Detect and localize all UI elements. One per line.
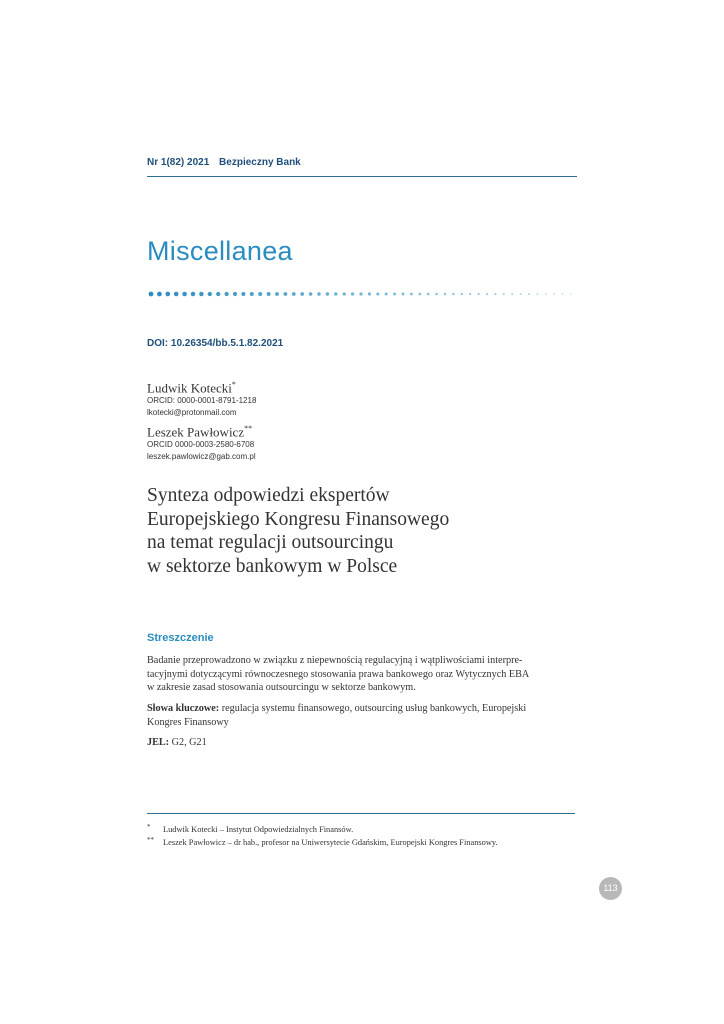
divider-dot xyxy=(359,292,362,295)
footnote-rule xyxy=(147,813,575,814)
abstract-heading: Streszczenie xyxy=(147,632,214,644)
divider-dot xyxy=(258,292,262,296)
footnote-text: Leszek Pawłowicz – dr hab., profesor na Uniwersytecie Gdańskim, Europejski Kongres Finansowy. xyxy=(163,838,498,847)
keywords-value: regulacja systemu finansowego, outsourcing usług bankowych, Europejski xyxy=(219,703,527,714)
jel-codes xyxy=(147,736,579,750)
divider-dot xyxy=(385,293,388,296)
divider-dot xyxy=(250,292,254,296)
divider-dot xyxy=(503,293,505,295)
divider-dot xyxy=(402,293,405,296)
divider-dot xyxy=(191,292,195,296)
author-orcid-2: ORCID 0000-0003-2580-6708 xyxy=(147,440,255,449)
divider-dot xyxy=(469,293,471,295)
divider-dot xyxy=(224,292,228,296)
divider-dot xyxy=(444,293,447,296)
divider-dot xyxy=(309,292,313,296)
divider-dot xyxy=(545,293,547,295)
title-line: w sektorze bankowym w Polsce xyxy=(147,555,398,577)
divider-dot xyxy=(461,293,463,295)
divider-dot xyxy=(334,292,337,295)
divider-dot xyxy=(477,293,479,295)
footnote-mark: * xyxy=(147,823,151,831)
issue-number: Nr 1(82) 2021 xyxy=(147,157,210,168)
divider-dot xyxy=(199,292,203,296)
abstract-line: w zakresie zasad stosowania outsourcingu w sektorze bankowym. xyxy=(147,682,416,693)
divider-dot xyxy=(528,293,530,295)
abstract-text xyxy=(147,654,579,695)
author-email-2[interactable]: leszek.pawlowicz@gab.com.pl xyxy=(147,452,256,461)
jel-value: G2, G21 xyxy=(169,737,207,748)
divider-dot xyxy=(275,292,279,296)
keywords xyxy=(147,702,579,729)
divider-dot xyxy=(182,292,187,297)
title-line: Europejskiego Kongresu Finansowego xyxy=(147,508,450,530)
divider-dot xyxy=(165,292,170,297)
keywords-label: Słowa kluczowe: xyxy=(147,703,220,714)
paper-title xyxy=(147,484,587,578)
divider-dot xyxy=(300,292,304,296)
divider-dot xyxy=(208,292,212,296)
header-rule xyxy=(147,176,577,177)
divider-dot xyxy=(553,293,555,295)
divider-dot xyxy=(418,293,421,296)
divider-dot xyxy=(494,293,496,295)
divider-dot xyxy=(393,293,396,296)
divider-dot xyxy=(292,292,296,296)
divider-dot xyxy=(267,292,271,296)
divider-dot xyxy=(376,292,379,295)
title-line: na temat regulacji outsourcingu xyxy=(147,532,394,553)
divider-dot xyxy=(562,293,564,295)
dotted-divider xyxy=(148,290,578,298)
doi: DOI: 10.26354/bb.5.1.82.2021 xyxy=(147,338,284,349)
author-orcid-1: ORCID: 0000-0001-8791-1218 xyxy=(147,396,257,405)
divider-dot xyxy=(284,292,288,296)
divider-dot xyxy=(174,292,179,297)
title-line: Synteza odpowiedzi ekspertów xyxy=(147,485,390,506)
divider-dot xyxy=(452,293,455,296)
footnote-mark: ** xyxy=(147,836,154,844)
divider-dot xyxy=(216,292,220,296)
author-name-2: Leszek Pawłowicz** xyxy=(147,424,253,440)
divider-dot xyxy=(351,292,354,295)
footnote-text: Ludwik Kotecki – Instytut Odpowiedzialnych Finansów. xyxy=(163,825,354,834)
divider-dot xyxy=(233,292,237,296)
jel-label: JEL: xyxy=(147,737,170,748)
author-email-1[interactable]: lkotecki@protonmail.com xyxy=(147,408,237,417)
divider-dot xyxy=(241,292,245,296)
divider-dot xyxy=(511,293,513,295)
abstract-line: Badanie przeprowadzono w związku z niepewnością regulacyjną i wątpliwościami interpre- xyxy=(147,655,523,666)
divider-dot xyxy=(486,293,488,295)
abstract-line: tacyjnymi dotyczącymi równoczesnego stosowania prawa bankowego oraz Wytycznych EBA xyxy=(147,668,530,680)
divider-dot xyxy=(149,292,154,297)
divider-dot xyxy=(317,292,321,296)
divider-dot xyxy=(435,293,438,296)
section-title: Miscellanea xyxy=(147,236,293,266)
divider-dot xyxy=(536,293,538,295)
author-name-1: Ludwik Kotecki* xyxy=(147,380,236,396)
divider-dot xyxy=(368,292,371,295)
divider-dot xyxy=(343,292,346,295)
journal-header xyxy=(147,157,308,168)
keywords-value-line2: Kongres Finansowy xyxy=(147,716,229,728)
journal-name: Bezpieczny Bank xyxy=(219,157,301,168)
divider-dot xyxy=(427,293,430,296)
page-number: 113 xyxy=(599,877,622,900)
divider-dot xyxy=(410,293,413,296)
divider-dot xyxy=(157,292,162,297)
divider-dot xyxy=(570,293,572,295)
divider-dot xyxy=(326,292,329,295)
divider-dot xyxy=(520,293,522,295)
